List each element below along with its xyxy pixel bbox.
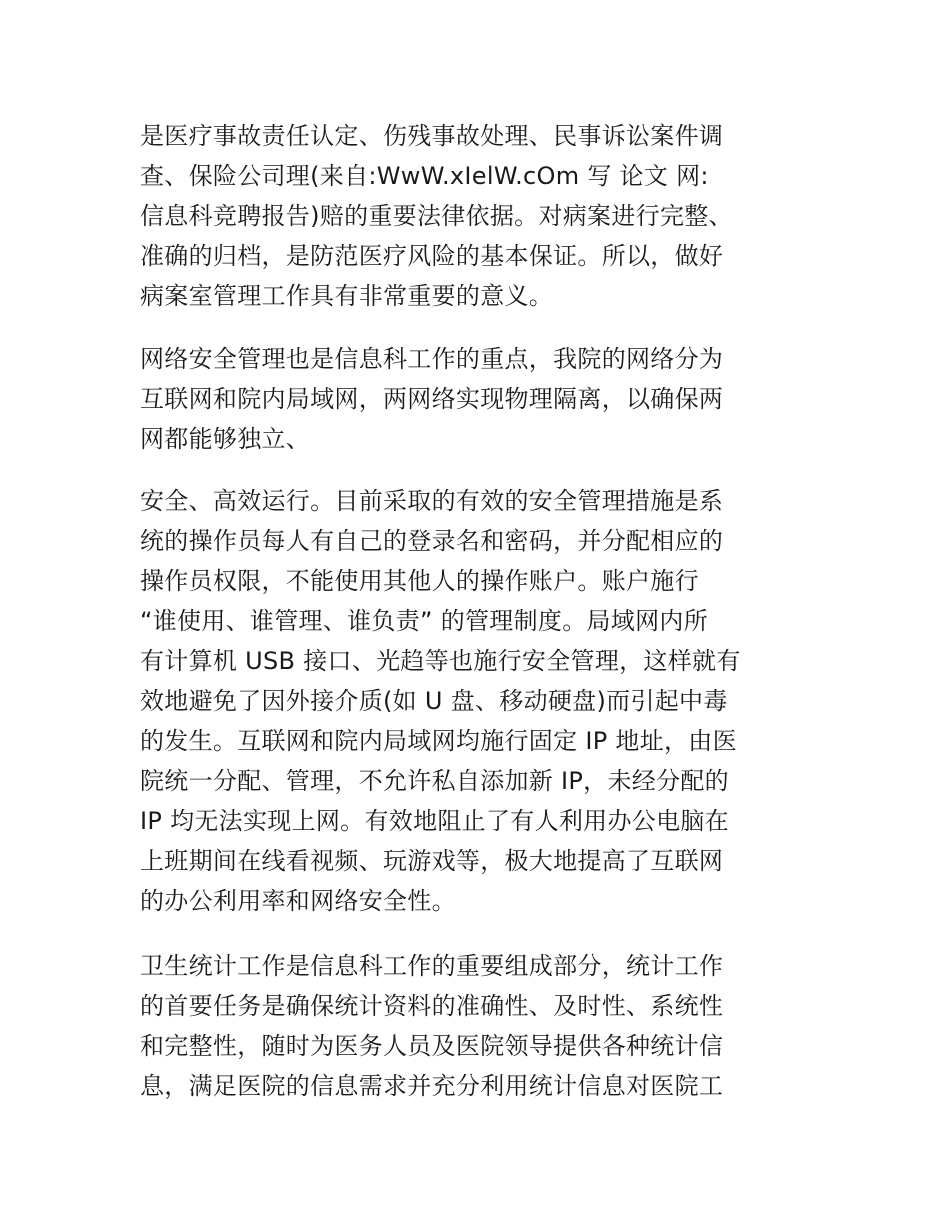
text-line: 安全、高效运行。目前采取的有效的安全管理措施是系 — [140, 487, 724, 515]
text-line: 病案室管理工作具有非常重要的意义。 — [140, 282, 554, 310]
text-line: 查、保险公司理(来自:WwW.xIelW.cOm 写 论文 网: — [140, 162, 709, 190]
text-line: 操作员权限，不能使用其他人的操作账户。账户施行 — [140, 567, 699, 595]
text-line: 效地避免了因外接介质(如 U 盘、移动硬盘)而引起中毒 — [140, 687, 728, 715]
paragraph-medical-records — [140, 116, 820, 316]
text-line: 网都能够独立、 — [140, 425, 311, 453]
text-line: 的首要任务是确保统计资料的准确性、及时性、系统性 — [140, 992, 724, 1020]
paragraph-network-security — [140, 339, 820, 459]
text-line: 信息科竞聘报告)赔的重要法律依据。对病案进行完整、 — [140, 202, 733, 230]
text-line: 网络安全管理也是信息科工作的重点，我院的网络分为 — [140, 345, 724, 373]
text-line: 有计算机 USB 接口、光趋等也施行安全管理，这样就有 — [140, 647, 741, 675]
text-line: 上班期间在线看视频、玩游戏等，极大地提高了互联网 — [140, 847, 724, 875]
text-line: 的办公利用率和网络安全性。 — [140, 887, 456, 915]
text-line: 院统一分配、管理，不允许私自添加新 IP，未经分配的 — [140, 767, 729, 795]
text-line: “谁使用、谁管理、谁负责” 的管理制度。局域网内所 — [140, 607, 708, 635]
text-line: 卫生统计工作是信息科工作的重要组成部分，统计工作 — [140, 952, 724, 980]
text-line: 息，满足医院的信息需求并充分利用统计信息对医院工 — [140, 1072, 724, 1100]
text-line: 的发生。互联网和院内局域网均施行固定 IP 地址，由医 — [140, 727, 737, 755]
text-line: 统的操作员每人有自己的登录名和密码，并分配相应的 — [140, 527, 724, 555]
text-line: 是医疗事故责任认定、伤残事故处理、民事诉讼案件调 — [140, 122, 724, 150]
text-line: 互联网和院内局域网，两网络实现物理隔离，以确保两 — [140, 385, 724, 413]
paragraph-security-measures — [140, 481, 820, 921]
text-line: IP 均无法实现上网。有效地阻止了有人利用办公电脑在 — [140, 807, 729, 835]
text-line: 准确的归档，是防范医疗风险的基本保证。所以，做好 — [140, 242, 724, 270]
text-line: 和完整性，随时为医务人员及医院领导提供各种统计信 — [140, 1032, 724, 1060]
paragraph-health-statistics — [140, 946, 820, 1106]
